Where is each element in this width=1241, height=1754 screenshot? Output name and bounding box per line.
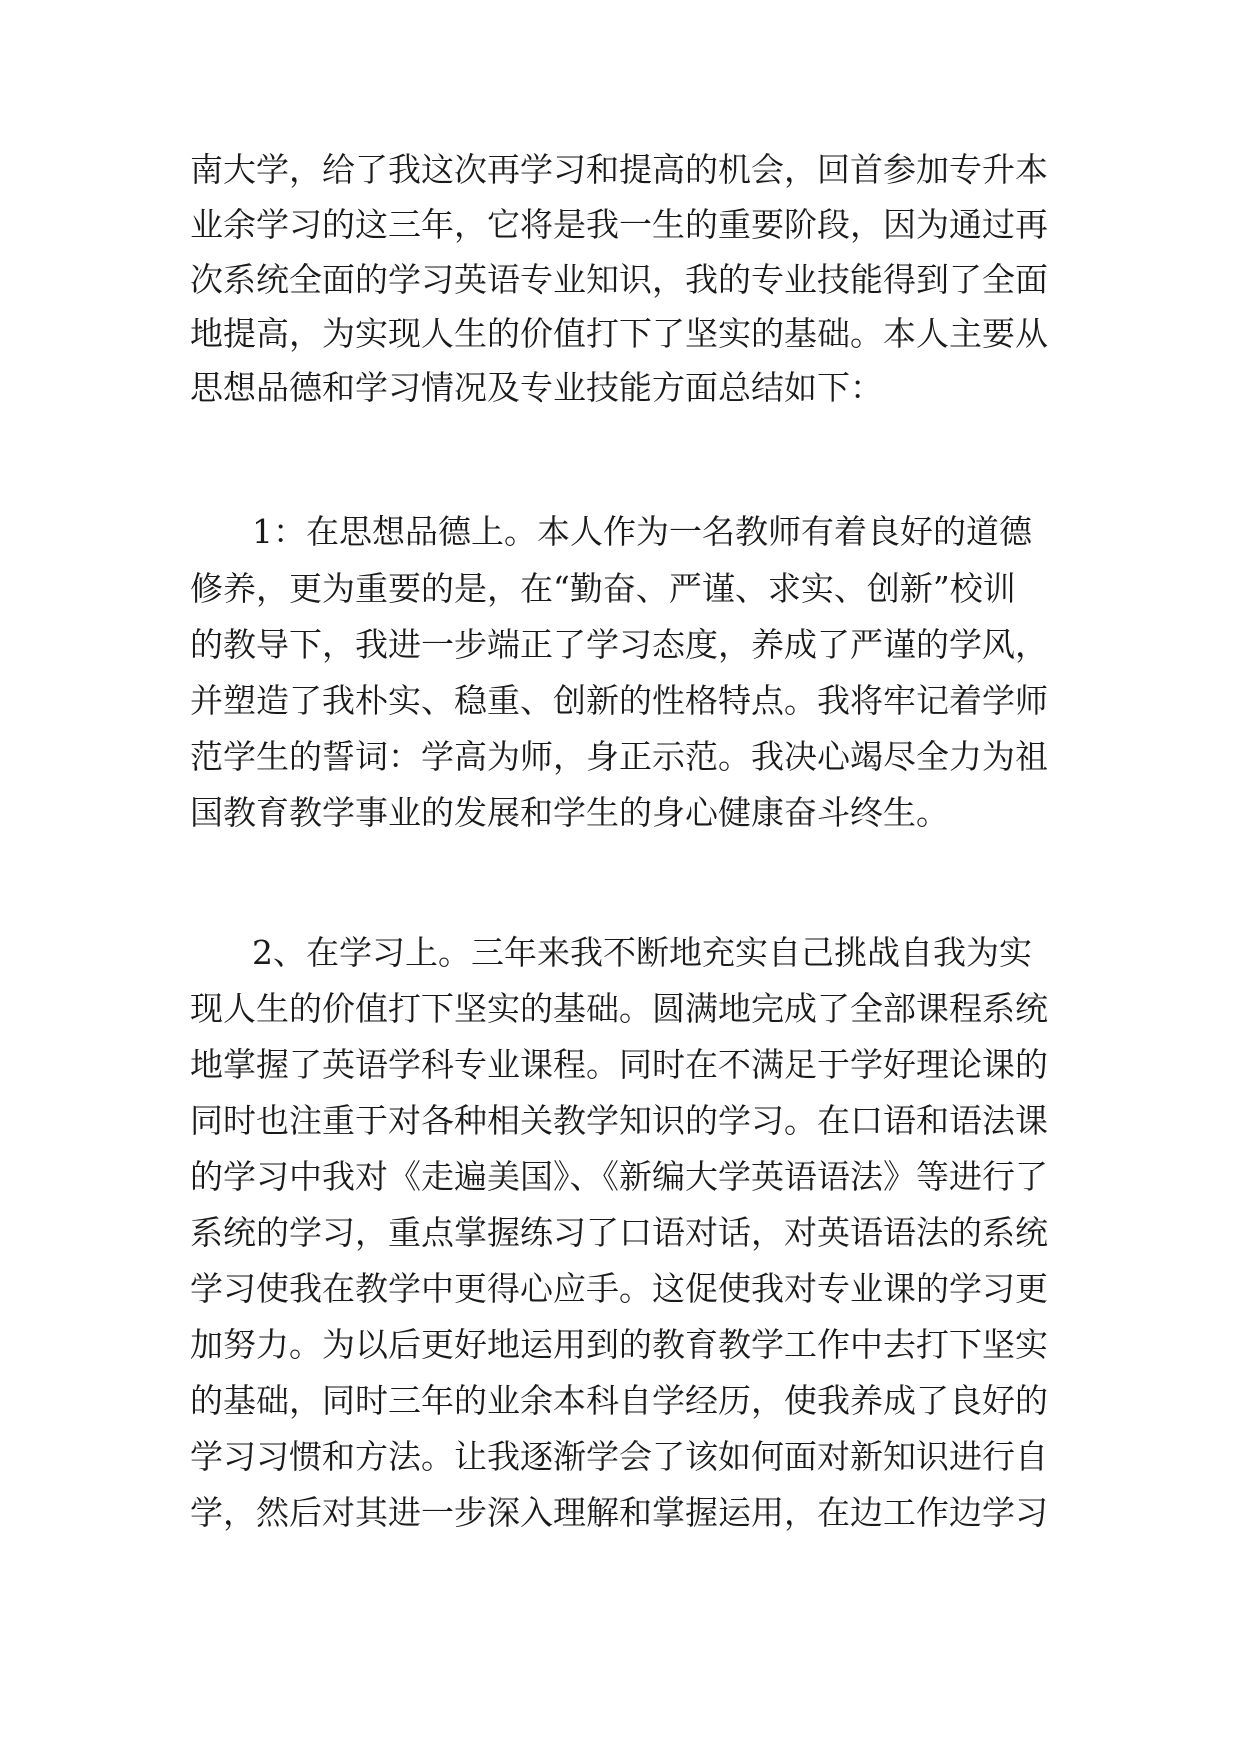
paragraph-1-line-2: 业余学习的这三年，它将是我一生的重要阶段，因为通过再 bbox=[190, 205, 1048, 244]
paragraph-1-line-3: 次系统全面的学习英语专业知识，我的专业技能得到了全面 bbox=[190, 260, 1048, 299]
paragraph-3-line-9: 的基础，同时三年的业余本科自学经历，使我养成了良好的 bbox=[190, 1381, 1048, 1420]
paragraph-3-line-7: 学习使我在教学中更得心应手。这促使我对专业课的学习更 bbox=[190, 1269, 1048, 1308]
paragraph-2-line-5: 范学生的誓词：学高为师，身正示范。我决心竭尽全力为祖 bbox=[190, 737, 1048, 776]
paragraph-2-line-3: 的教导下，我进一步端正了学习态度，养成了严谨的学风， bbox=[190, 625, 1048, 664]
paragraph-3-line-6: 系统的学习，重点掌握练习了口语对话，对英语语法的系统 bbox=[190, 1213, 1048, 1252]
paragraph-2-line-4: 并塑造了我朴实、稳重、创新的性格特点。我将牢记着学师 bbox=[190, 681, 1048, 720]
paragraph-1-line-4: 地提高，为实现人生的价值打下了坚实的基础。本人主要从 bbox=[190, 314, 1048, 353]
paragraph-3-line-4: 同时也注重于对各种相关教学知识的学习。在口语和语法课 bbox=[190, 1101, 1048, 1140]
paragraph-2-line-6: 国教育教学事业的发展和学生的身心健康奋斗终生。 bbox=[190, 793, 949, 832]
paragraph-1-line-5: 思想品德和学习情况及专业技能方面总结如下： bbox=[190, 368, 883, 407]
paragraph-3-line-1: 2、在学习上。三年来我不断地充实自己挑战自我为实 bbox=[252, 933, 1032, 972]
paragraph-3-line-11: 学，然后对其进一步深入理解和掌握运用，在边工作边学习 bbox=[190, 1493, 1048, 1532]
paragraph-2-line-2: 修养，更为重要的是，在“勤奋、严谨、求实、创新”校训 bbox=[190, 569, 1016, 608]
paragraph-3-line-8: 加努力。为以后更好地运用到的教育教学工作中去打下坚实 bbox=[190, 1325, 1048, 1364]
paragraph-3-line-3: 地掌握了英语学科专业课程。同时在不满足于学好理论课的 bbox=[190, 1045, 1048, 1084]
paragraph-2-line-1: 1：在思想品德上。本人作为一名教师有着良好的道德 bbox=[252, 512, 1032, 551]
paragraph-3-line-10: 学习习惯和方法。让我逐渐学会了该如何面对新知识进行自 bbox=[190, 1437, 1048, 1476]
paragraph-3-line-5: 的学习中我对《走遍美国》、《新编大学英语语法》等进行了 bbox=[190, 1157, 1048, 1196]
paragraph-1-line-1: 南大学，给了我这次再学习和提高的机会，回首参加专升本 bbox=[190, 150, 1048, 189]
paragraph-3-line-2: 现人生的价值打下坚实的基础。圆满地完成了全部课程系统 bbox=[190, 989, 1048, 1028]
